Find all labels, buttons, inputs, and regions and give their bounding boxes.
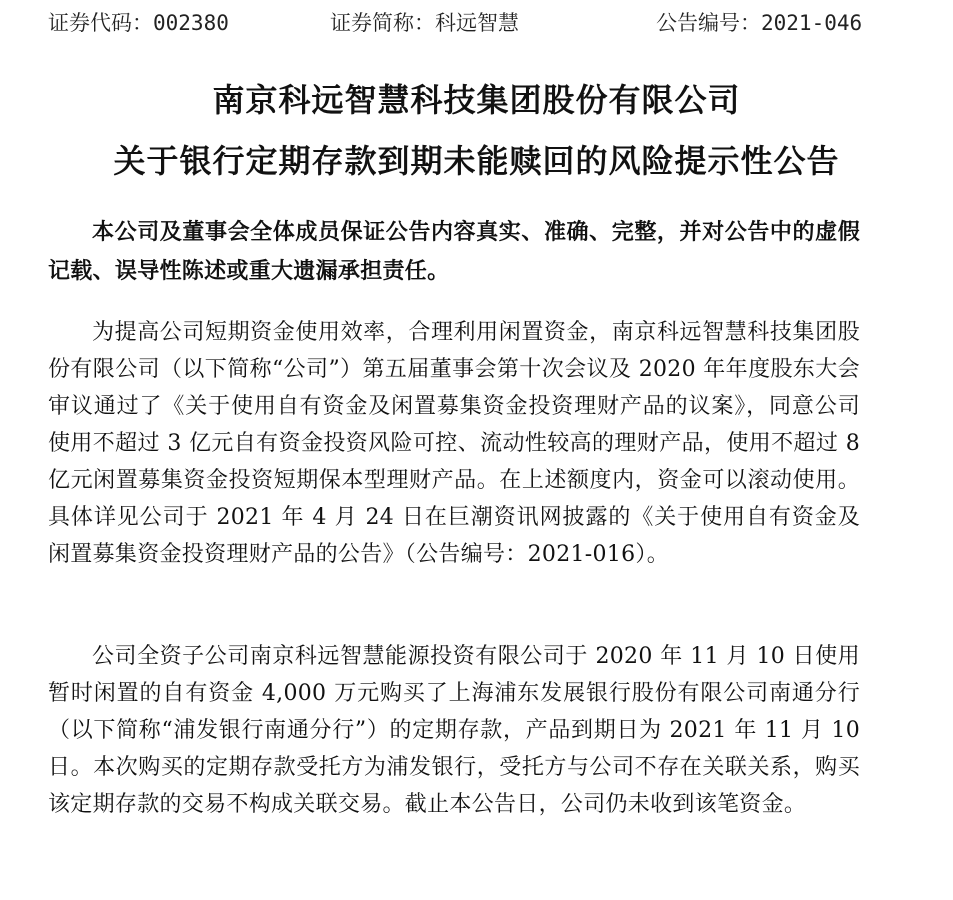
body-paragraph-1: 为提高公司短期资金使用效率，合理利用闲置资金，南京科远智慧科技集团股份有限公司（以下简称“公司”）第五届董事会第十次会议及 2020 年年度股东大会审议通过了《关于使用自有资金及闲置募集资金投资理财产品的议案》，同意公司使用不超过 3 亿元自有资金投资风险可控、流动性较高的理财产品，使用不超过 8 亿元闲置募集资金投资短期保本型理财产品。在上述额度内，资金可以滚动使用。具体详见公司于 2021 年 4 月 24 日在巨潮资讯网披露的《关于使用自有资金及闲置募集资金投资理财产品的公告》（公告编号：2021-016）。 bbox=[48, 320, 860, 567]
document-header bbox=[48, 6, 868, 40]
security-abbreviation: 证券简称：科远智慧 bbox=[330, 11, 519, 35]
announcement-number: 公告编号：2021-046 bbox=[656, 11, 863, 35]
board-statement: 本公司及董事会全体成员保证公告内容真实、准确、完整，并对公告中的虚假记载、误导性陈述或重大遗漏承担责任。 bbox=[48, 220, 860, 284]
announcement-title: 关于银行定期存款到期未能赎回的风险提示性公告 bbox=[113, 142, 840, 180]
company-name-title: 南京科远智慧科技集团股份有限公司 bbox=[212, 81, 741, 119]
body-paragraph-2: 公司全资子公司南京科远智慧能源投资有限公司于 2020 年 11 月 10 日使用暂时闲置的自有资金 4,000 万元购买了上海浦东发展银行股份有限公司南通分行（以下简称“浦发银行南通分行”）的定期存款，产品到期日为 2021 年 11 月 10 日。本次购买的定期存款受托方为浦发银行，受托方与公司不存在关联关系，购买该定期存款的交易不构成关联交易。截止本公告日，公司仍未收到该笔资金。 bbox=[48, 644, 860, 817]
security-code: 证券代码：002380 bbox=[48, 11, 229, 35]
